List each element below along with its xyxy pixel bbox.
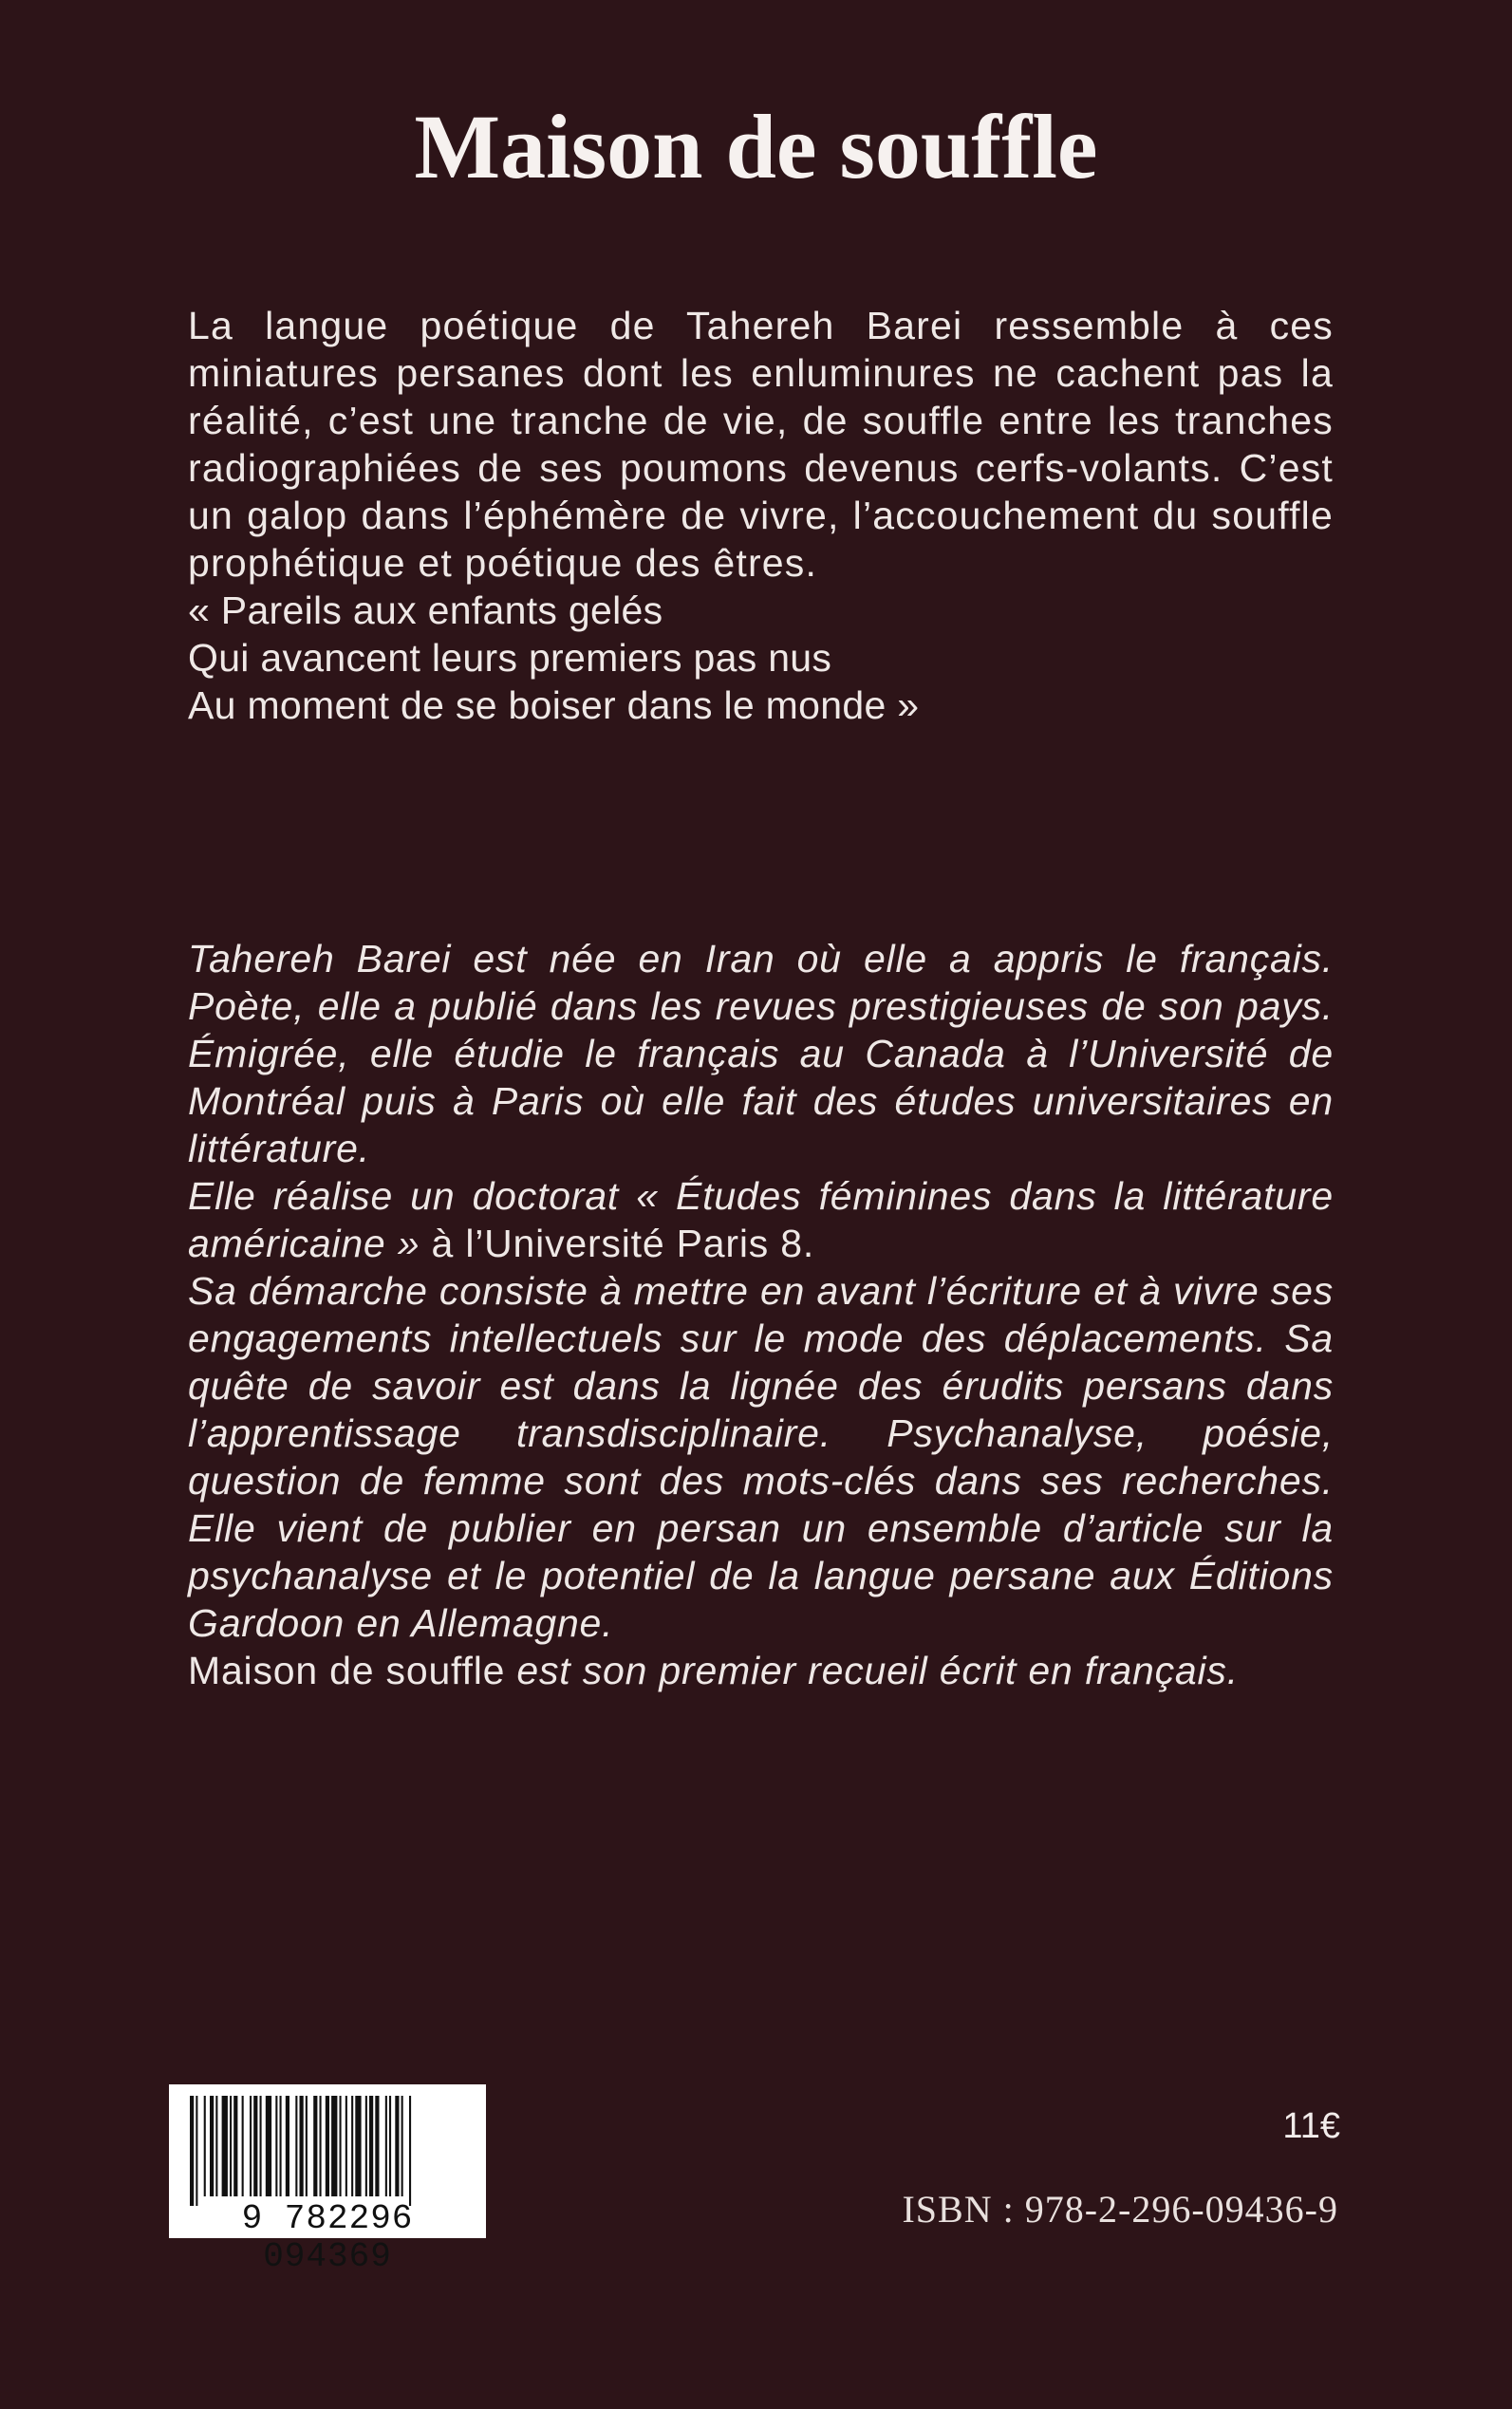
barcode-bar xyxy=(401,2096,403,2196)
barcode-bar xyxy=(340,2096,342,2196)
barcode-bar xyxy=(275,2096,277,2196)
barcode-bar xyxy=(215,2096,217,2196)
barcode-bar xyxy=(222,2096,228,2196)
barcode-bar xyxy=(365,2096,367,2196)
barcode-bar xyxy=(190,2096,194,2206)
barcode-bar xyxy=(210,2096,214,2196)
bio-paragraph-first-book xyxy=(188,1647,1334,1694)
barcode-bar xyxy=(295,2096,297,2196)
barcode-bar xyxy=(385,2096,387,2196)
barcode-bar xyxy=(345,2096,347,2196)
barcode xyxy=(169,2084,486,2276)
isbn: ISBN : 978-2-296-09436-9 xyxy=(902,2188,1338,2231)
barcode-bar xyxy=(389,2096,391,2196)
verse-line-1: « Pareils aux enfants gelés xyxy=(188,588,663,632)
barcode-bar xyxy=(313,2096,317,2196)
barcode-bar xyxy=(320,2096,322,2196)
barcode-bar xyxy=(409,2096,411,2206)
bio-book-title: Maison de souffle xyxy=(188,1649,506,1692)
barcode-bar xyxy=(196,2096,197,2206)
barcode-bar xyxy=(326,2096,329,2196)
price: 11€ xyxy=(1282,2106,1340,2146)
barcode-bar xyxy=(351,2096,353,2196)
description-paragraph: La langue poétique de Tahereh Barei ressemble à ces miniatures persanes dont les enluminures ne cachent pas la réalité, c’est une tranche de vie, de souffle entre les tranches radiographiées de ses poumons devenus cerfs-volants. C’est un galop dans l’éphémère de vivre, l’accouchement du souffle prophétique et poétique des êtres. xyxy=(188,304,1334,585)
barcode-bar xyxy=(395,2096,399,2196)
barcode-bar xyxy=(266,2096,271,2196)
barcode-bar xyxy=(375,2096,379,2196)
author-biography xyxy=(188,935,1334,1694)
barcode-digits: 9 782296 094369 xyxy=(241,2199,414,2276)
book-title: Maison de souffle xyxy=(414,96,1098,197)
bio-paragraph-approach: Sa démarche consiste à mettre en avant l’écriture et à vivre ses engagements intellectuels sur le mode des déplacements. Sa quête de savoir est dans la lignée des érudits persans dans l’apprentissage transdisciplinaire. Psychanalyse, poésie, question de femme sont des mots-clés dans ses recherches. Elle vient de publier en persan un ensemble d’article sur la psychanalyse et le potentiel de la langue persane aux Éditions Gardoon en Allemagne. xyxy=(188,1269,1334,1645)
barcode-bar xyxy=(242,2096,244,2196)
bio-book-note: est son premier recueil écrit en français. xyxy=(505,1649,1239,1692)
book-description xyxy=(188,302,1334,729)
barcode-bar xyxy=(230,2096,232,2196)
barcode-bar xyxy=(260,2096,262,2196)
barcode-bar xyxy=(233,2096,237,2196)
barcode-bar xyxy=(286,2096,289,2196)
barcode-bar xyxy=(204,2096,206,2196)
barcode-bar xyxy=(300,2096,304,2196)
barcode-bar xyxy=(280,2096,282,2196)
verse-line-2: Qui avancent leurs premiers pas nus xyxy=(188,636,832,680)
bio-doctorate-title: Elle réalise un doctorat « Études féminines dans la littérature américaine » xyxy=(188,1174,1334,1265)
barcode-bar xyxy=(253,2096,257,2196)
barcode-bar xyxy=(250,2096,252,2196)
barcode-bar xyxy=(306,2096,308,2196)
verse-line-3: Au moment de se boiser dans le monde » xyxy=(188,683,920,727)
barcode-bar xyxy=(369,2096,373,2196)
bio-paragraph-doctorate xyxy=(188,1172,1334,1267)
barcode-bar xyxy=(355,2096,361,2196)
bio-paragraph-origin: Tahereh Barei est née en Iran où elle a appris le français. Poète, elle a publié dans les revues prestigieuses de son pays. Émigrée, elle étudie le français au Canada à l’Université de Montréal puis à Paris où elle fait des études universitaires en littérature. xyxy=(188,937,1334,1170)
bio-doctorate-university: à l’Université Paris 8. xyxy=(420,1222,815,1265)
barcode-bar xyxy=(331,2096,337,2196)
